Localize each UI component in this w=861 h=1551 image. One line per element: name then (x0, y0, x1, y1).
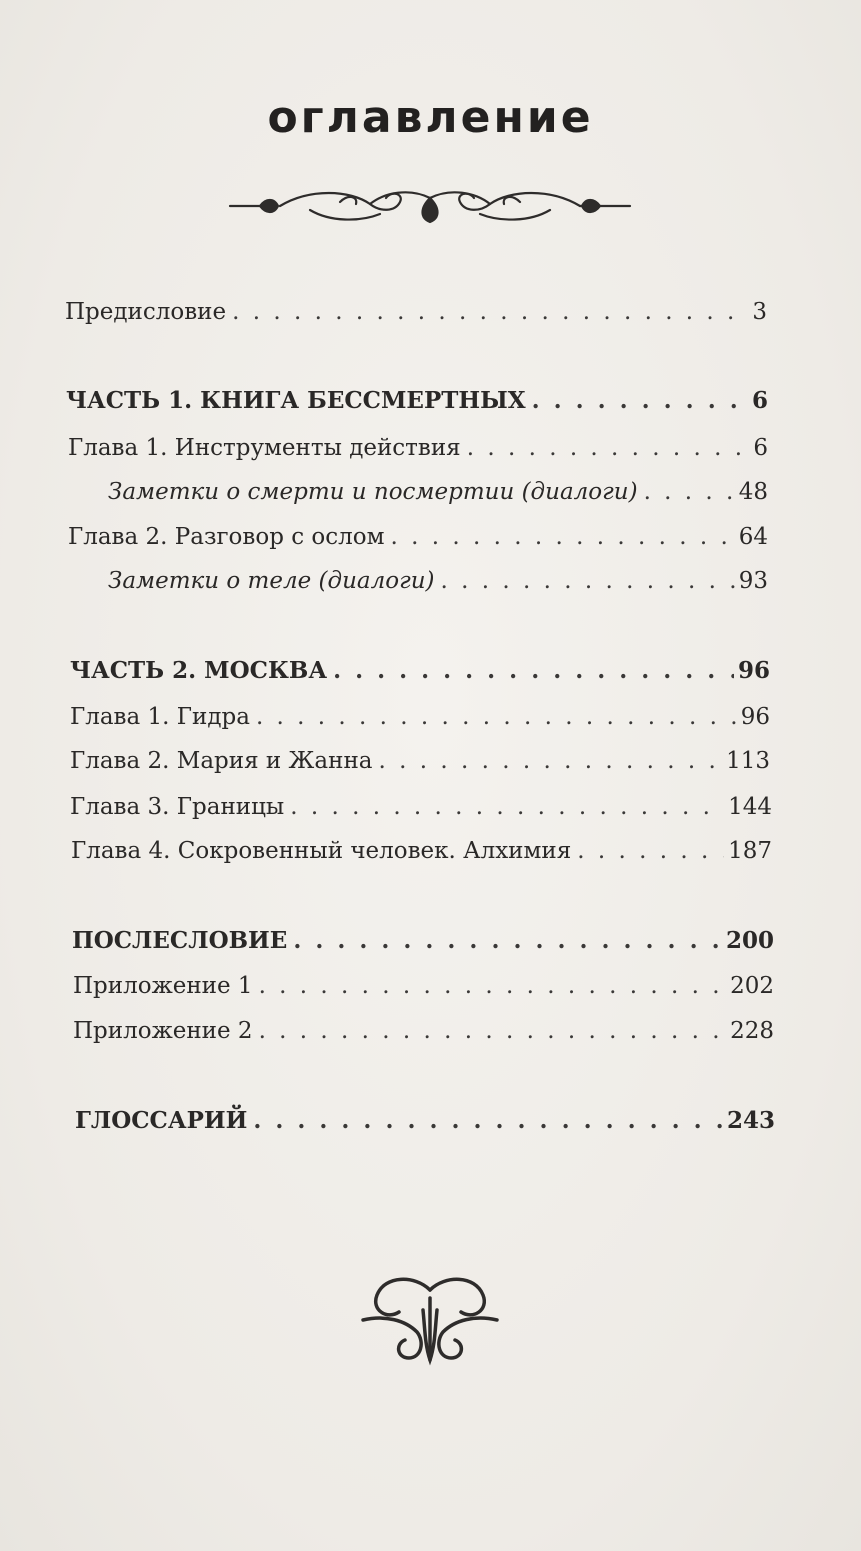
leader-dots (256, 702, 737, 732)
toc-entry-page: 243 (726, 1107, 775, 1134)
leader-dots (378, 746, 722, 776)
leader-dots (232, 297, 748, 327)
leader-dots (333, 656, 734, 686)
toc-entry-page: 93 (738, 568, 768, 594)
toc-entry-title: Глава 2. Мария и Жанна (70, 748, 373, 774)
toc-entry[interactable] (108, 477, 768, 507)
toc-entry-title: Приложение 1 (73, 973, 253, 999)
toc-entry[interactable] (66, 386, 768, 416)
toc-entry[interactable] (65, 297, 767, 327)
toc-entry-title: Заметки о смерти и посмертии (диалоги) (108, 479, 638, 505)
leader-dots (259, 971, 727, 1001)
leader-dots (259, 1016, 727, 1046)
toc-entry-page: 187 (728, 838, 772, 864)
toc-entry-page: 144 (728, 794, 772, 820)
toc-entry-page: 228 (730, 1018, 774, 1044)
toc-entry-title: Глава 1. Гидра (70, 704, 250, 730)
toc-entry-page: 6 (753, 435, 768, 461)
toc-entry[interactable] (70, 702, 770, 732)
flourish-ornament-icon (220, 178, 640, 234)
toc-entry[interactable] (73, 971, 774, 1001)
toc-entry[interactable] (71, 836, 772, 866)
toc-entry-page: 6 (751, 387, 768, 414)
toc-entry[interactable] (108, 566, 768, 596)
leader-dots (290, 792, 724, 822)
toc-entry-title: Глава 1. Инструменты действия (68, 435, 461, 461)
toc-entry-page: 48 (738, 479, 768, 505)
leader-dots (293, 926, 722, 956)
leader-dots (441, 566, 735, 596)
toc-entry-title: ПОСЛЕСЛОВИЕ (72, 927, 288, 954)
toc-entry-title: Глава 2. Разговор с ослом (68, 524, 385, 550)
leader-dots (532, 386, 748, 416)
toc-entry-title: ЧАСТЬ 2. МОСКВА (70, 657, 328, 684)
toc-heading: оглавление (267, 92, 594, 143)
toc-entry[interactable] (75, 1106, 775, 1136)
toc-entry-title: Заметки о теле (диалоги) (108, 568, 435, 594)
toc-entry-page: 96 (740, 704, 770, 730)
toc-entry[interactable] (72, 926, 774, 956)
toc-entry-page: 64 (738, 524, 768, 550)
toc-entry-page: 202 (730, 973, 774, 999)
leader-dots (577, 836, 724, 866)
toc-entry-page: 96 (737, 657, 770, 684)
toc-entry-title: Глава 4. Сокровенный человек. Алхимия (71, 838, 572, 864)
toc-entry-title: ЧАСТЬ 1. КНИГА БЕССМЕРТНЫХ (66, 387, 526, 414)
toc-entry[interactable] (68, 522, 768, 552)
toc-entry-title: Предисловие (65, 299, 227, 325)
toc-entry[interactable] (70, 656, 770, 686)
toc-entry-title: ГЛОССАРИЙ (75, 1107, 248, 1134)
toc-entry-title: Приложение 2 (73, 1018, 253, 1044)
toc-entry[interactable] (68, 433, 768, 463)
toc-entry[interactable] (73, 1016, 774, 1046)
toc-entry-page: 200 (725, 927, 774, 954)
toc-entry-page: 3 (752, 299, 767, 325)
toc-entry-page: 113 (726, 748, 770, 774)
toc-entry[interactable] (70, 792, 772, 822)
leader-dots (253, 1106, 723, 1136)
leader-dots (391, 522, 735, 552)
leader-dots (467, 433, 750, 463)
scroll-ornament-icon (355, 1270, 505, 1370)
toc-entry[interactable] (70, 746, 770, 776)
leader-dots (644, 477, 735, 507)
toc-entry-title: Глава 3. Границы (70, 794, 285, 820)
